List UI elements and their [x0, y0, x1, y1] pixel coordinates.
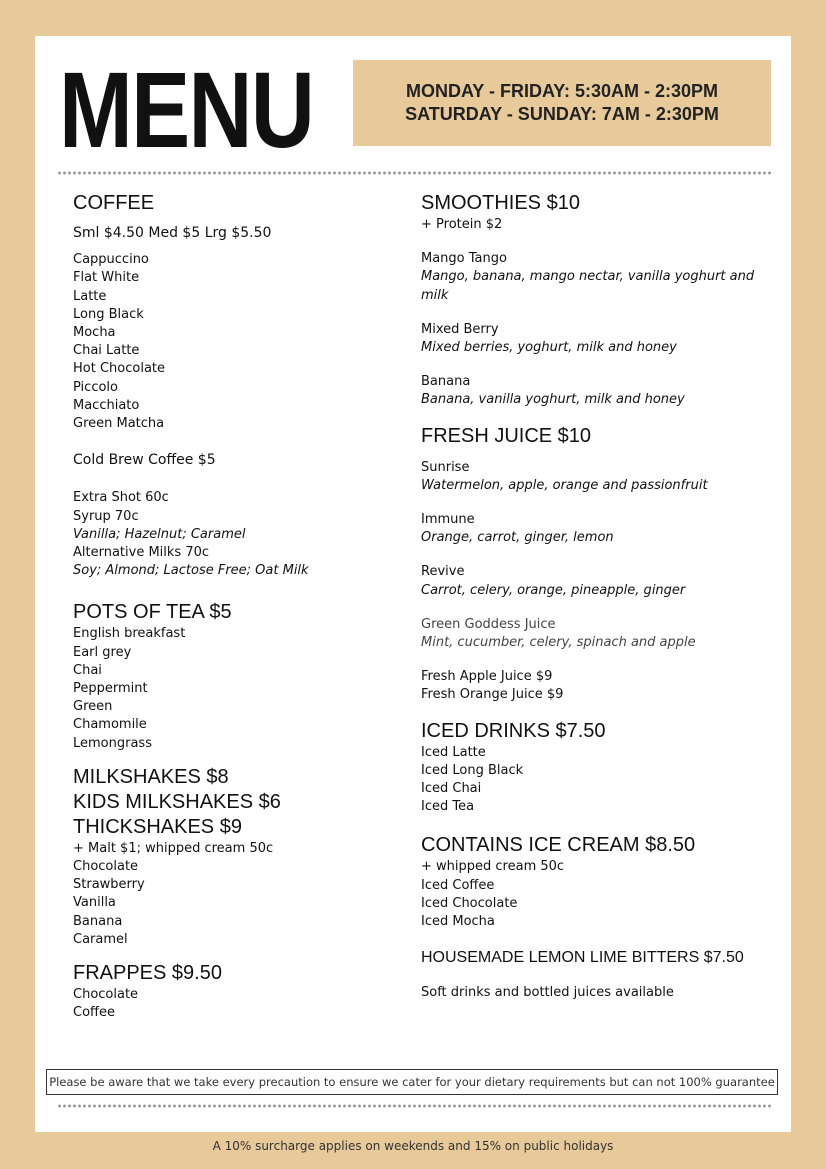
tea-section	[73, 600, 393, 752]
ice-cream-heading: CONTAINS ICE CREAM $8.50	[421, 834, 696, 857]
list-item: Strawberry	[73, 877, 145, 893]
list-item: Green Matcha	[73, 416, 165, 432]
list-item: Caramel	[73, 931, 128, 947]
list-item: Piccolo	[73, 379, 118, 395]
list-item: Peppermint	[73, 681, 148, 697]
right-column	[421, 186, 771, 1002]
item-description: Mint, cucumber, celery, spinach and apple	[421, 635, 696, 651]
syrup: Syrup 70c	[73, 508, 139, 524]
list-item: Green	[73, 699, 113, 715]
list-item: Latte	[73, 288, 107, 304]
juice-section	[421, 424, 771, 705]
item-name: Mixed Berry	[421, 321, 499, 337]
bitters-heading: HOUSEMADE LEMON LIME BITTERS $7.50	[421, 949, 744, 967]
list-item: Coffee	[73, 1005, 115, 1021]
item-description: Mango, banana, mango nectar, vanilla yoghurt and milk	[421, 269, 755, 303]
ice-cream-section	[421, 833, 771, 931]
list-item: Chai Latte	[73, 343, 140, 359]
juice-heading: FRESH JUICE $10	[421, 424, 592, 447]
list-item: Vanilla	[73, 895, 116, 911]
list-item: Chocolate	[73, 987, 139, 1003]
item-name: Green Goddess Juice	[421, 616, 556, 632]
list-item: Earl grey	[73, 644, 132, 660]
menu-item	[421, 563, 771, 599]
item-name: Revive	[421, 564, 465, 580]
hours-weekday: MONDAY - FRIDAY: 5:30AM - 2:30PM	[405, 80, 719, 101]
list-item: Long Black	[73, 306, 144, 322]
shakes-extras: + Malt $1; whipped cream 50c	[73, 840, 274, 856]
coffee-extras	[73, 489, 393, 580]
kids-milkshakes-heading: KIDS MILKSHAKES $6	[73, 790, 281, 813]
item-name: Sunrise	[421, 459, 470, 475]
surcharge-footer: A 10% surcharge applies on weekends and 15% on public holidays	[212, 1139, 614, 1153]
frappes-heading: FRAPPES $9.50	[73, 962, 222, 985]
tea-heading: POTS OF TEA $5	[73, 601, 232, 624]
syrup-options: Vanilla; Hazelnut; Caramel	[73, 526, 246, 542]
list-item: Iced Long Black	[421, 762, 524, 778]
menu-item	[421, 373, 771, 409]
coffee-heading: COFFEE	[73, 192, 155, 214]
list-item: Lemongrass	[73, 735, 152, 751]
list-item: Cappuccino	[73, 252, 149, 268]
list-item: Iced Latte	[421, 744, 486, 760]
item-description: Orange, carrot, ginger, lemon	[421, 530, 614, 546]
list-item: Chocolate	[73, 859, 139, 875]
coffee-section	[73, 191, 393, 580]
menu-item	[421, 459, 771, 495]
list-item: Chamomile	[73, 717, 147, 733]
list-item: Iced Mocha	[421, 914, 495, 930]
fresh-apple-juice: Fresh Apple Juice $9	[421, 669, 553, 685]
shakes-section	[73, 765, 393, 949]
soft-drinks-note: Soft drinks and bottled juices available	[421, 985, 674, 1001]
item-description: Watermelon, apple, orange and passionfruit	[421, 477, 708, 493]
milkshakes-heading: MILKSHAKES $8	[73, 765, 229, 788]
list-item: Mocha	[73, 325, 116, 341]
menu-item	[421, 616, 771, 652]
hours-weekend: SATURDAY - SUNDAY: 7AM - 2:30PM	[405, 104, 719, 124]
list-item: Hot Chocolate	[73, 361, 166, 377]
alt-milk-options: Soy; Almond; Lactose Free; Oat Milk	[73, 563, 309, 579]
frappes-list	[73, 986, 393, 1022]
list-item: Flat White	[73, 270, 140, 286]
menu-title: MENU	[59, 49, 314, 170]
menu-sheet	[35, 36, 791, 1132]
coffee-sizes: Sml $4.50 Med $5 Lrg $5.50	[73, 225, 272, 241]
frappes-section	[73, 961, 393, 1022]
item-name: Banana	[421, 374, 471, 390]
item-description: Banana, vanilla yoghurt, milk and honey	[421, 392, 685, 408]
top-divider	[57, 171, 771, 175]
list-item: Chai	[73, 662, 102, 678]
list-item: Iced Chocolate	[421, 895, 518, 911]
item-name: Immune	[421, 512, 475, 528]
thickshakes-heading: THICKSHAKES $9	[73, 815, 242, 838]
list-item: Iced Tea	[421, 799, 475, 815]
iced-drinks-section	[421, 719, 771, 817]
dietary-notice: Please be aware that we take every precaution to ensure we cater for your dietary requirements but can not 100% guarantee	[46, 1069, 778, 1095]
cold-brew: Cold Brew Coffee $5	[73, 452, 216, 469]
list-item: Iced Coffee	[421, 877, 495, 893]
bitters-section	[421, 945, 771, 970]
item-description: Mixed berries, yoghurt, milk and honey	[421, 340, 677, 356]
left-column	[73, 186, 393, 1023]
item-name: Mango Tango	[421, 251, 507, 267]
smoothies-section	[421, 191, 771, 410]
list-item: English breakfast	[73, 626, 186, 642]
item-description: Carrot, celery, orange, pineapple, ginger	[421, 582, 686, 598]
list-item: Banana	[73, 913, 123, 929]
menu-item	[421, 250, 771, 305]
bottom-divider	[57, 1104, 771, 1108]
smoothies-extra: + Protein $2	[421, 217, 503, 232]
fresh-orange-juice: Fresh Orange Juice $9	[421, 687, 564, 703]
alt-milks: Alternative Milks 70c	[73, 545, 210, 561]
opening-hours	[353, 60, 771, 146]
iced-drinks-list	[421, 744, 771, 817]
menu-item	[421, 321, 771, 357]
ice-cream-list	[421, 858, 771, 931]
tea-list	[73, 625, 393, 752]
smoothies-heading: SMOOTHIES $10	[421, 192, 580, 214]
iced-drinks-heading: ICED DRINKS $7.50	[421, 719, 606, 742]
list-item: Macchiato	[73, 397, 140, 413]
coffee-list	[73, 251, 393, 433]
extra-shot: Extra Shot 60c	[73, 490, 169, 506]
shakes-list	[73, 840, 393, 949]
list-item: Iced Chai	[421, 781, 482, 797]
menu-item	[421, 511, 771, 547]
ice-cream-extra: + whipped cream 50c	[421, 859, 565, 875]
